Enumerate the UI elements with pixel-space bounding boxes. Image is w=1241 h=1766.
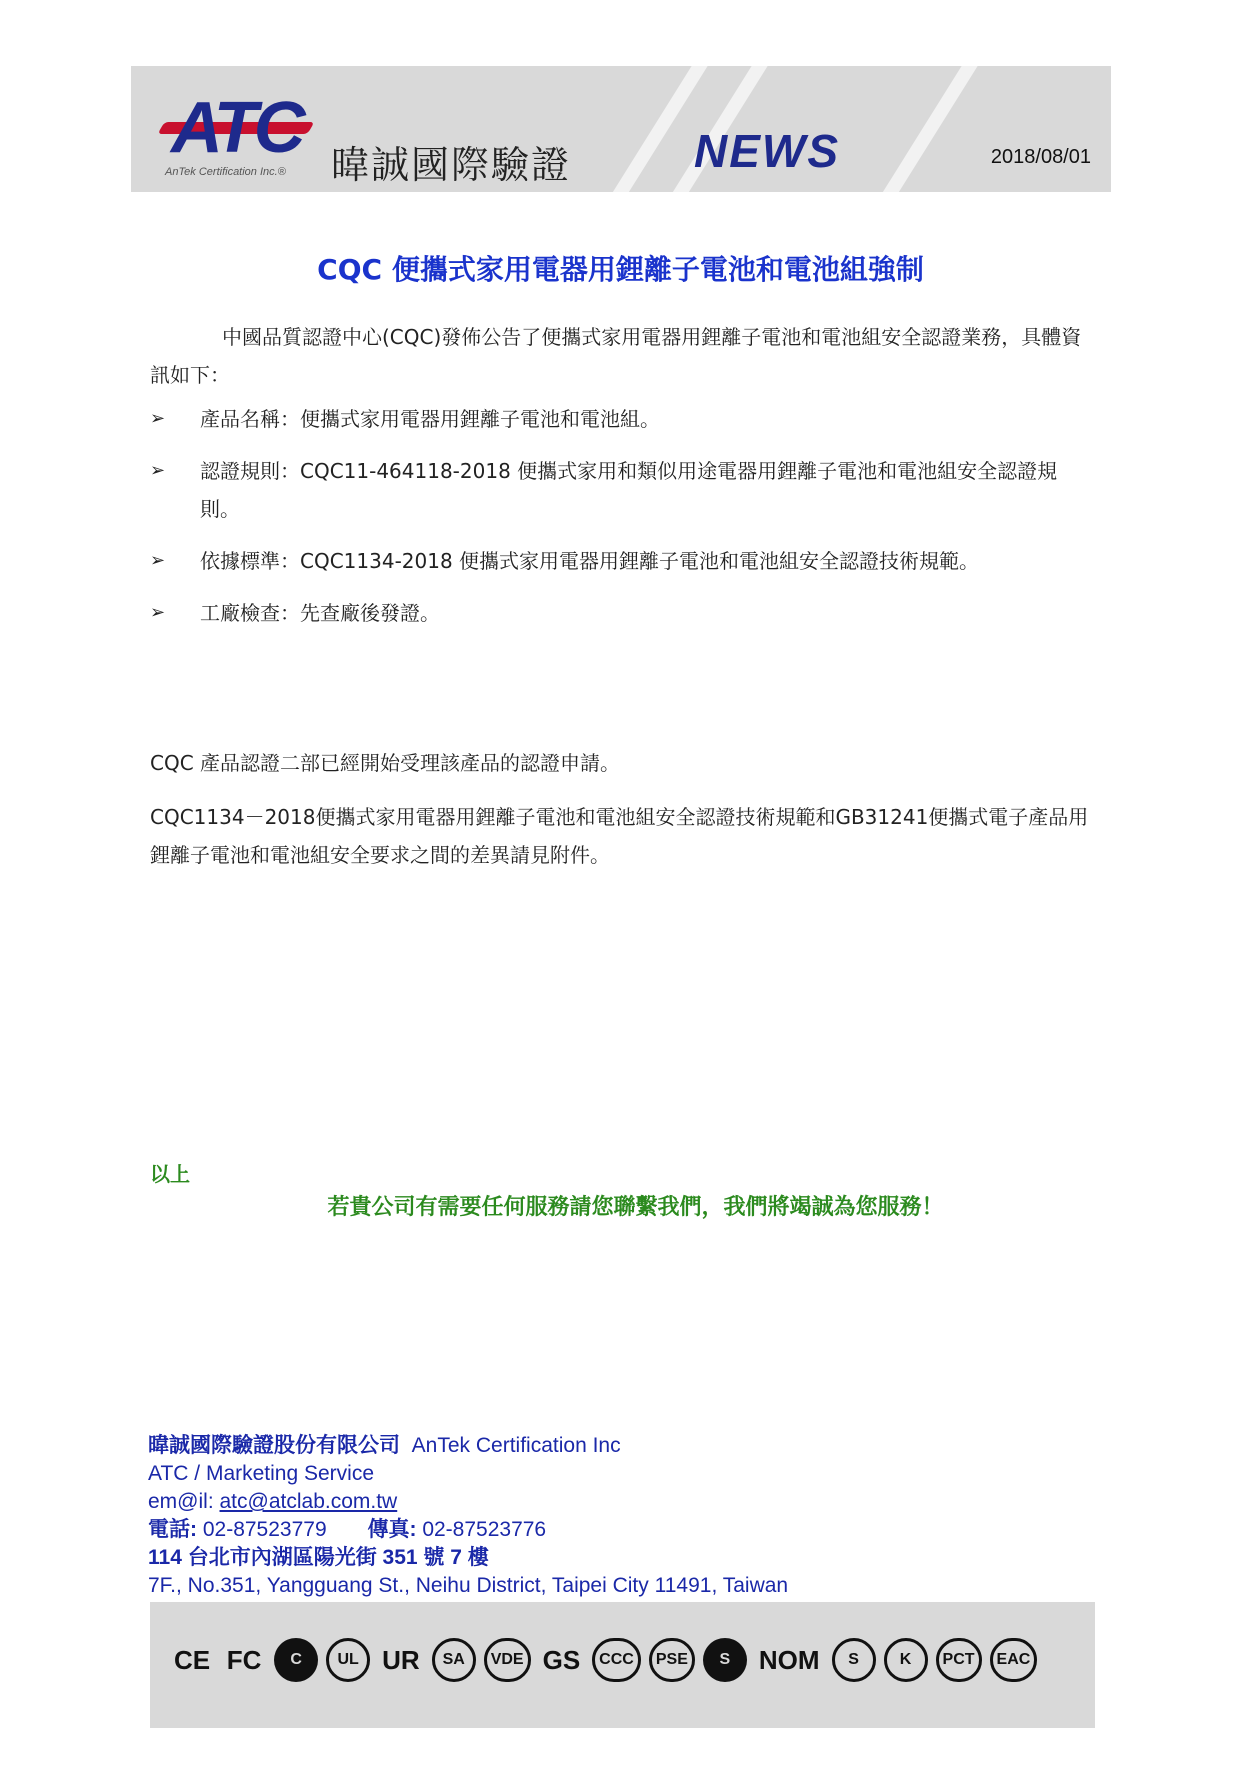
arrow-icon: ➢ xyxy=(150,550,166,571)
phone-label: 電話: xyxy=(148,1518,197,1541)
paragraph-difference: CQC1134－2018便攜式家用電器用鋰離子電池和電池組安全認證技術規範和GB31241便攜式電子產品用鋰離子電池和電池組安全要求之間的差異請見附件。 xyxy=(150,805,1089,867)
page-title: CQC 便攜式家用電器用鋰離子電池和電池組強制 xyxy=(317,253,924,286)
csa-mark-icon: SA xyxy=(432,1638,476,1682)
pct-mark-icon: PCT xyxy=(936,1638,982,1682)
vde-mark-icon: VDE xyxy=(484,1638,531,1682)
fax-label: 傳真: xyxy=(367,1518,417,1541)
address-en: 7F., No.351, Yangguang St., Neihu District, Taipei City 11491, Taiwan xyxy=(148,1574,789,1597)
certification-marks xyxy=(170,1638,1037,1682)
atc-logo: ATC xyxy=(171,92,302,164)
ur-mark-icon: UR xyxy=(382,1644,420,1675)
eac-mark-icon: EAC xyxy=(990,1638,1038,1682)
email-label: em@il: xyxy=(148,1490,214,1513)
gs-mark-icon: GS xyxy=(542,1644,581,1675)
bullet-text: 依據標準：CQC1134-2018 便攜式家用電器用鋰離子電池和電池組安全認證技術規範。 xyxy=(200,549,980,573)
s-mark-icon: S xyxy=(703,1638,747,1682)
arrow-icon: ➢ xyxy=(150,602,166,623)
fcc-mark-icon: FC xyxy=(226,1644,262,1675)
bullet-item xyxy=(150,400,1095,438)
company-cn: 暐誠國際驗證股份有限公司 xyxy=(148,1434,400,1457)
bullet-text: 產品名稱：便攜式家用電器用鋰離子電池和電池組。 xyxy=(200,407,660,431)
bullet-item xyxy=(150,452,1095,528)
news-date: 2018/08/01 xyxy=(990,146,1091,168)
address-cn: 114 台北市內湖區陽光街 351 號 7 樓 xyxy=(148,1546,489,1569)
banner-stripe xyxy=(874,66,984,192)
certification-bar xyxy=(150,1602,1095,1728)
intro-paragraph: 中國品質認證中心(CQC)發佈公告了便攜式家用電器用鋰離子電池和電池組安全認證業務，具體資訊如下： xyxy=(150,325,1082,387)
company-name-cn: 暐誠國際驗證 xyxy=(331,143,572,187)
c-mark-icon: C xyxy=(274,1638,318,1682)
bullet-item xyxy=(150,594,1095,632)
paragraph-status: CQC 產品認證二部已經開始受理該產品的認證申請。 xyxy=(150,751,621,775)
bullet-text: 工廠檢查：先查廠後發證。 xyxy=(200,601,440,625)
ul-mark-icon: UL xyxy=(326,1638,370,1682)
phone-number: 02-87523779 xyxy=(202,1518,327,1541)
logo-subtitle: AnTek Certification Inc.® xyxy=(165,166,286,178)
pse-mark-icon: PSE xyxy=(649,1638,695,1682)
news-label: NEWS xyxy=(694,125,840,177)
closing-above: 以上 xyxy=(150,1162,190,1186)
k-mark-icon: K xyxy=(884,1638,928,1682)
email-link[interactable]: atc@atclab.com.tw xyxy=(219,1490,398,1513)
s-circle-mark-icon: S xyxy=(832,1638,876,1682)
fax-number: 02-87523776 xyxy=(422,1518,547,1541)
bullet-text: 認證規則：CQC11-464118-2018 便攜式家用和類似用途電器用鋰離子電池和電池組安全認證規則。 xyxy=(200,459,1058,521)
contact-email-row xyxy=(148,1488,788,1516)
nom-mark-icon: NOM xyxy=(758,1644,820,1675)
arrow-icon: ➢ xyxy=(150,460,166,481)
bullet-item xyxy=(150,542,1095,580)
closing-service-note: 若貴公司有需要任何服務請您聯繫我們，我們將竭誠為您服務！ xyxy=(327,1195,944,1220)
ce-mark-icon: CE xyxy=(174,1644,211,1675)
arrow-icon: ➢ xyxy=(150,408,166,429)
header-banner xyxy=(131,66,1111,192)
contact-company xyxy=(148,1432,788,1460)
contact-phone-row xyxy=(148,1516,788,1544)
company-en: AnTek Certification Inc xyxy=(411,1434,621,1457)
ccc-mark-icon: CCC xyxy=(592,1638,641,1682)
contact-department: ATC / Marketing Service xyxy=(148,1462,375,1485)
contact-block xyxy=(148,1432,788,1600)
bullet-list xyxy=(150,400,1095,646)
